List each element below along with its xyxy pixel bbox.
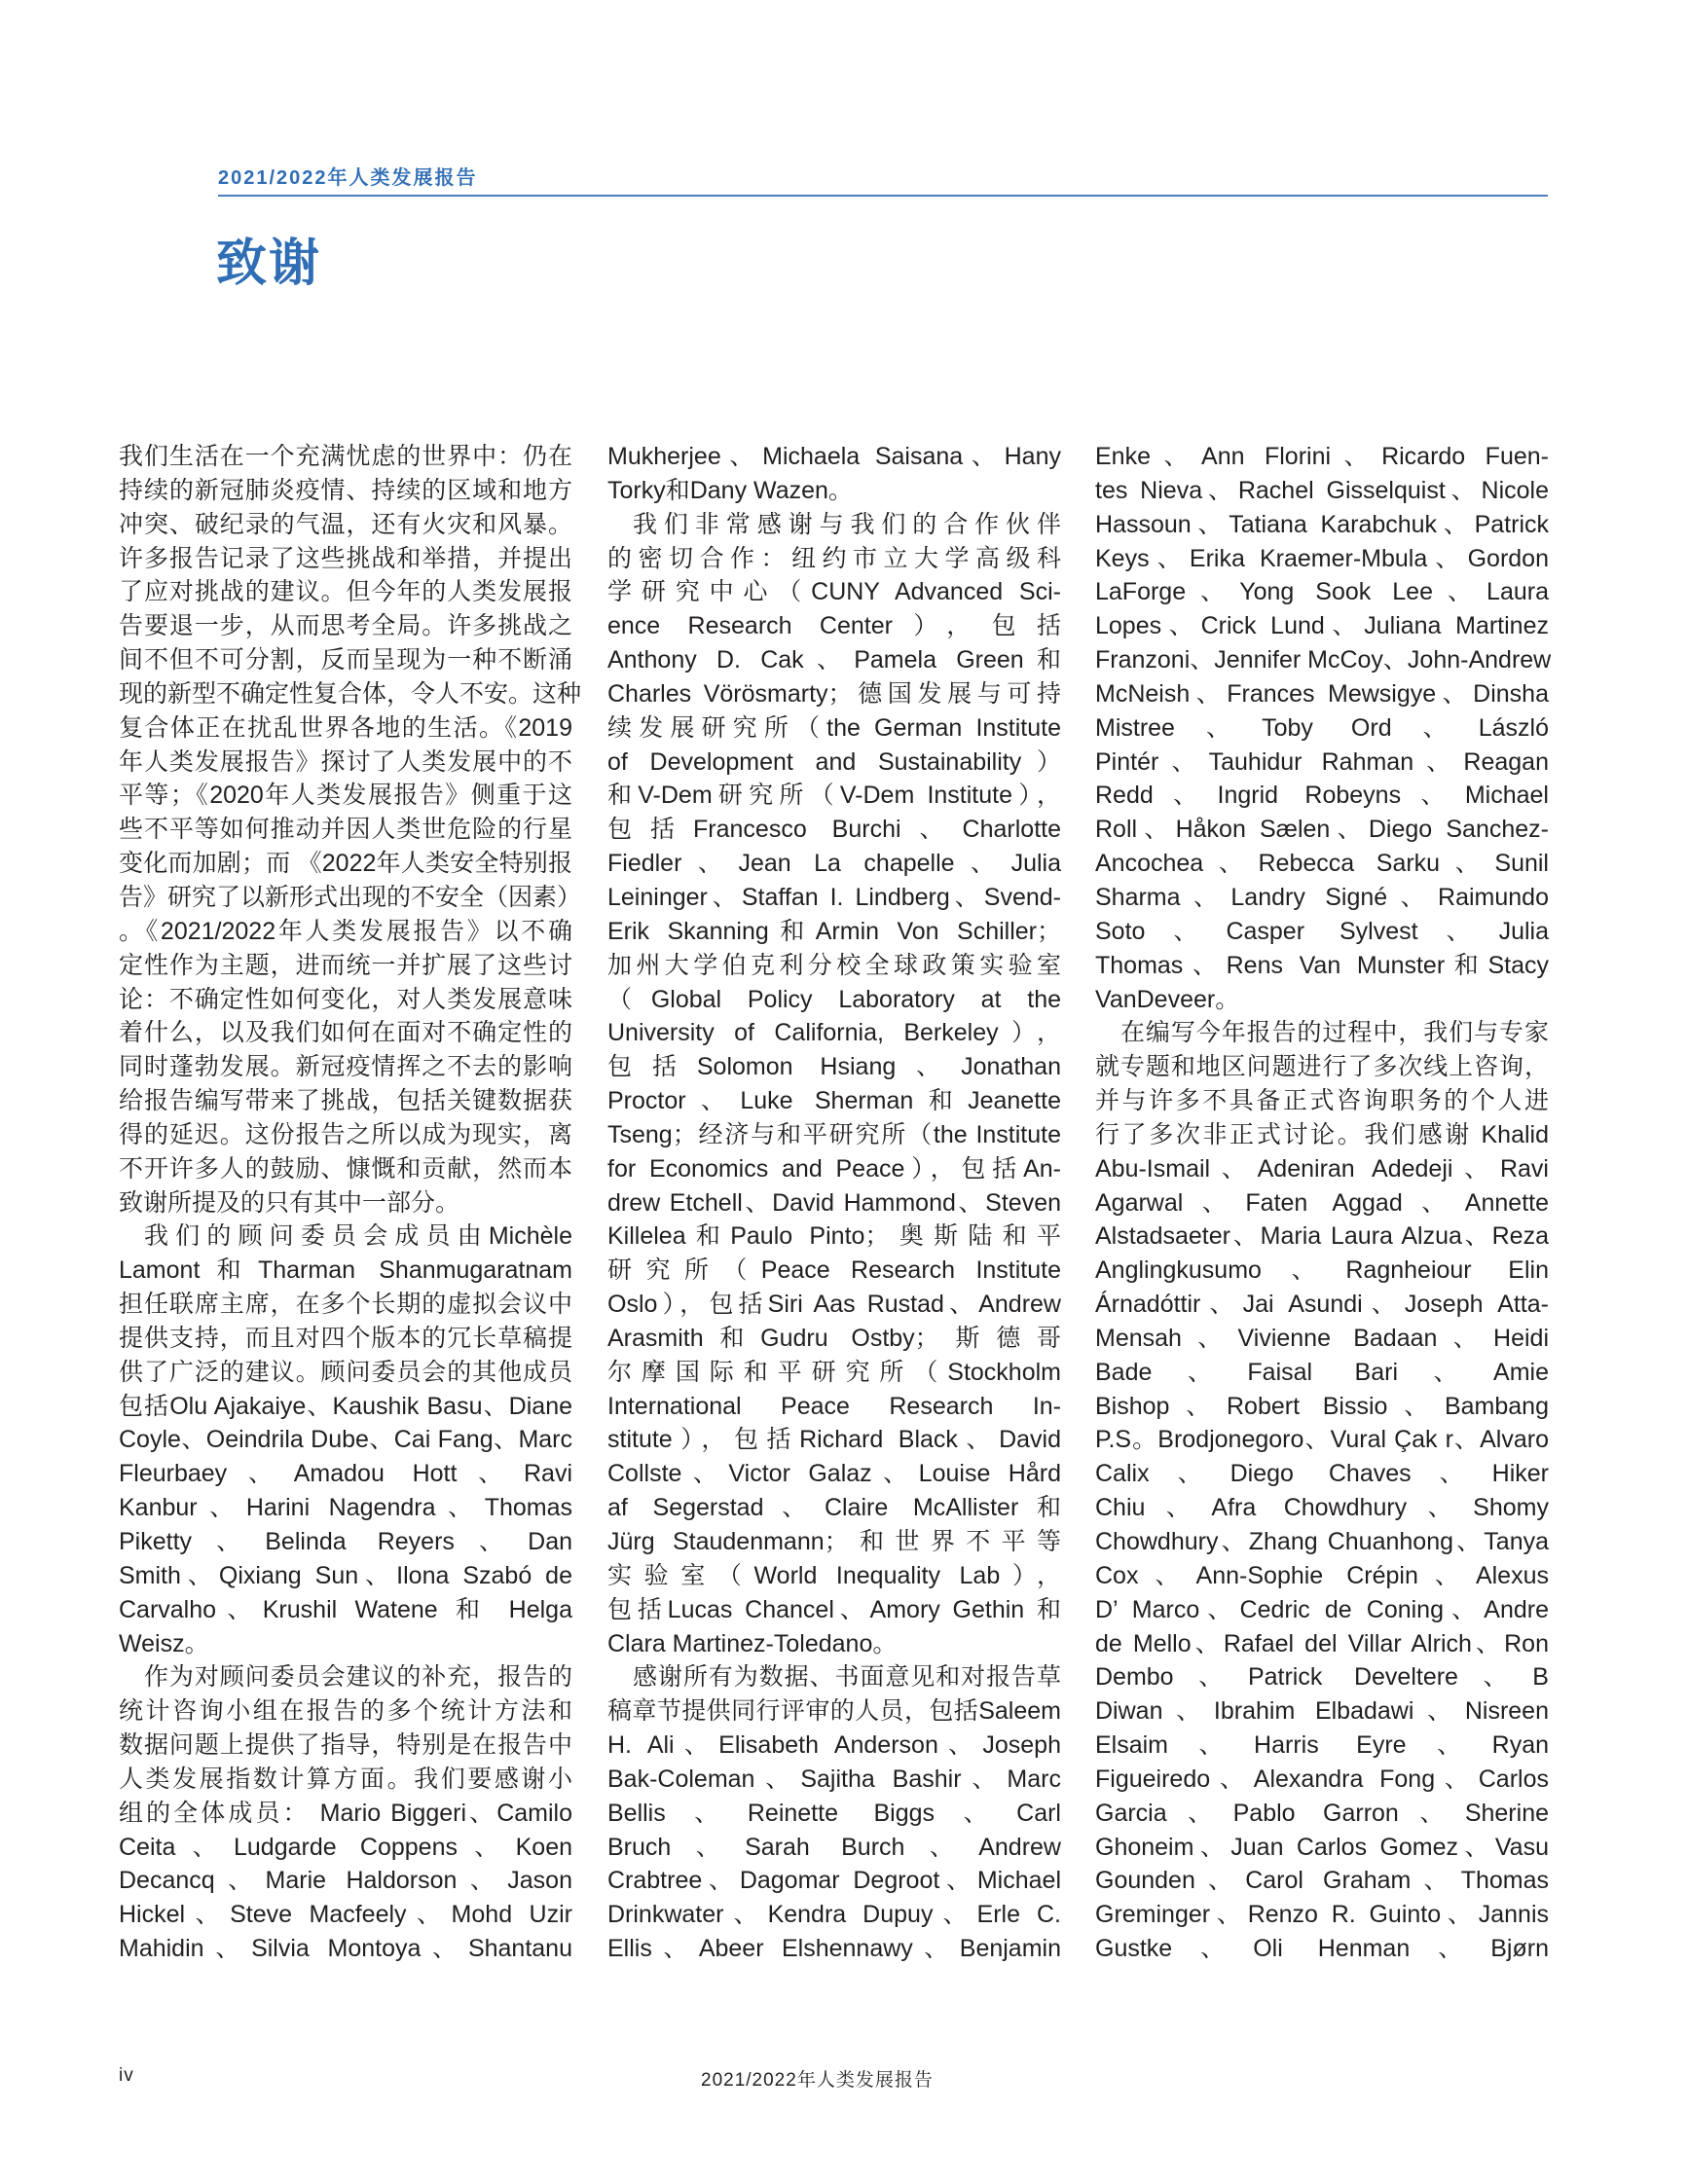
text-line: 人类发展指数计算方面。我们要感谢小 — [119, 1765, 572, 1793]
text-line: de Mello、Rafael del Villar Alrich、Ron — [1095, 1629, 1549, 1657]
text-line: Franzoni、Jennifer McCoy、John-Andrew — [1095, 646, 1552, 674]
text-line: 告要退一步，从而思考全局。许多挑战之 — [119, 612, 572, 640]
text-line: Decancq、Marie Haldorson、Jason — [119, 1867, 572, 1895]
text-line: Killelea和Paulo Pinto；奥斯陆和平 — [607, 1222, 1061, 1251]
text-line: Cox、Ann-Sophie Crépin、Alexus — [1095, 1561, 1549, 1589]
text-line: International Peace Research In- — [607, 1392, 1061, 1420]
text-line: af Segerstad、Claire McAllister和 — [607, 1494, 1061, 1522]
text-line: Bishop、Robert Bissio、Bambang — [1095, 1392, 1549, 1420]
text-line: Piketty、Belinda Reyers、Dan — [119, 1528, 572, 1555]
text-line: Gounden、Carol Graham、Thomas — [1095, 1867, 1549, 1895]
text-line: 冲突、破纪录的气温，还有火灾和风暴。 — [119, 510, 572, 538]
text-line: Jürg Staudenmann；和世界不平等 — [607, 1528, 1061, 1555]
running-header: 2021/2022年人类发展报告 — [218, 167, 478, 189]
text-line: VanDeveer。 — [1095, 985, 1240, 1013]
text-line: 间不但不可分割，反而呈现为一种不断涌 — [119, 646, 572, 674]
text-column-1 — [119, 440, 582, 1966]
text-line: 稿章节提供同行评审的人员，包括Saleem — [607, 1697, 1061, 1726]
text-line: 持续的新冠肺炎疫情、持续的区域和地方 — [119, 476, 572, 504]
paragraph — [607, 440, 1061, 508]
text-line: 平等；《2020年人类发展报告》侧重于这 — [119, 782, 572, 810]
text-line: Bak-Coleman、Sajitha Bashir、Marc — [607, 1765, 1061, 1793]
text-line: 学研究中心（CUNY Advanced Sci- — [607, 578, 1061, 606]
text-line: Lopes、Crick Lund、Juliana Martinez — [1095, 612, 1549, 640]
text-line: 包括Lucas Chancel、Amory Gethin 和 — [607, 1595, 1061, 1623]
text-line: Dembo、Patrick Develtere、B — [1095, 1663, 1549, 1692]
text-line: 提供支持，而且对四个版本的冗长草稿提 — [119, 1324, 572, 1352]
text-line: 给报告编写带来了挑战，包括关键数据获 — [119, 1087, 572, 1115]
text-line: ence Research Center），包括 — [607, 612, 1061, 640]
text-line: Árnadóttir、Jai Asundi、Joseph Atta- — [1095, 1291, 1549, 1319]
text-line: 行了多次非正式讨论。我们感谢 Khalid — [1095, 1120, 1549, 1148]
text-line: Pintér、Tauhidur Rahman、Reagan — [1095, 747, 1549, 776]
text-line: Weisz。 — [119, 1629, 209, 1657]
text-line: Proctor、Luke Sherman和Jeanette — [607, 1087, 1061, 1115]
text-line: Gustke、Oli Henman、Bjørn — [1095, 1935, 1549, 1963]
paragraph — [607, 1660, 1061, 1966]
paragraph — [1095, 1016, 1549, 1966]
text-line: LaForge、Yong Sook Lee、Laura — [1095, 578, 1549, 606]
text-line: Coyle、Oeindrila Dube、Cai Fang、Marc — [119, 1426, 572, 1454]
text-line: 许多报告记录了这些挑战和举措，并提出 — [119, 544, 572, 572]
text-line: Arasmith和Gudru Ostby；斯德哥 — [607, 1324, 1061, 1352]
text-line: Enke、Ann Florini、Ricardo Fuen- — [1095, 443, 1549, 470]
text-line: 在编写今年报告的过程中，我们与专家 — [1120, 1019, 1549, 1047]
text-line: 统计咨询小组在报告的多个统计方法和 — [119, 1697, 572, 1726]
text-line: Chowdhury、Zhang Chuanhong、Tanya — [1095, 1528, 1549, 1555]
text-line: Drinkwater、Kendra Dupuy、Erle C. — [607, 1901, 1061, 1929]
text-line: stitute），包括Richard Black、David — [607, 1426, 1061, 1454]
text-line: 得的延迟。这份报告之所以成为现实，离 — [119, 1120, 572, 1148]
text-line: 感谢所有为数据、书面意见和对报告草 — [633, 1663, 1061, 1692]
text-line: 着什么，以及我们如何在面对不确定性的 — [119, 1019, 572, 1047]
text-line: University of California, Berkeley）， — [607, 1019, 1061, 1047]
text-line: Kanbur、Harini Nagendra、Thomas — [119, 1494, 572, 1522]
paragraph — [607, 508, 1061, 1661]
text-line: of Development and Sustainability） — [607, 747, 1061, 776]
text-line: 研究所（Peace Research Institute — [607, 1256, 1061, 1285]
text-line: 告》研究了以新形式出现的不安全（因素） — [119, 883, 582, 911]
text-line: 我们生活在一个充满忧虑的世界中：仍在 — [119, 443, 572, 470]
text-line: 尔摩国际和平研究所（Stockholm — [607, 1358, 1061, 1386]
text-line: Agarwal、Faten Aggad、Annette — [1095, 1188, 1549, 1217]
text-line: tes Nieva、Rachel Gisselquist、Nicole — [1095, 476, 1549, 504]
text-line: Erik Skanning和Armin Von Schiller； — [607, 917, 1061, 945]
paragraph — [119, 1219, 572, 1660]
text-line: Torky和Dany Wazen。 — [607, 476, 853, 504]
text-line: 年人类发展报告》探讨了人类发展中的不 — [119, 747, 572, 776]
text-line: 就专题和地区问题进行了多次线上咨询， — [1095, 1053, 1549, 1081]
text-line: Bellis、Reinette Biggs、Carl — [607, 1799, 1061, 1827]
text-line: 实验室（World Inequality Lab）， — [607, 1561, 1061, 1589]
text-line: 同时蓬勃发展。新冠疫情挥之不去的影响 — [119, 1053, 572, 1081]
page-title: 致谢 — [216, 236, 322, 292]
text-line: 的密切合作：纽约市立大学高级科 — [607, 544, 1061, 572]
text-line: Hickel、Steve Macfeely、Mohd Uzir — [119, 1901, 572, 1929]
text-line: Clara Martinez-Toledano。 — [607, 1629, 898, 1657]
text-line: Ellis、Abeer Elshennawy、Benjamin — [607, 1935, 1061, 1963]
text-line: Crabtree、Dagomar Degroot、Michael — [607, 1867, 1061, 1895]
text-line: （Global Policy Laboratory at the — [607, 985, 1061, 1013]
text-line: McNeish、Frances Mewsigye、Dinsha — [1095, 679, 1549, 708]
text-line: Carvalho、Krushil Watene 和 Helga — [119, 1595, 572, 1623]
footer-title: 2021/2022年人类发展报告 — [701, 2070, 934, 2091]
text-line: Leininger、Staffan I. Lindberg、Svend- — [607, 883, 1061, 911]
text-line: Ghoneim、Juan Carlos Gomez、Vasu — [1095, 1833, 1549, 1861]
page-number: iv — [119, 2065, 134, 2086]
text-line: drew Etchell、David Hammond、Steven — [607, 1188, 1061, 1217]
text-line: Fiedler、Jean La chapelle、Julia — [607, 850, 1061, 878]
text-line: Lamont和Tharman Shanmugaratnam — [119, 1256, 572, 1285]
text-line: Calix、Diego Chaves、Hiker — [1095, 1460, 1549, 1488]
text-line: 加州大学伯克利分校全球政策实验室 — [607, 951, 1061, 979]
text-line: Greminger、Renzo R. Guinto、Jannis — [1095, 1901, 1549, 1929]
text-column-3 — [1095, 440, 1552, 1966]
header-divider — [218, 195, 1548, 197]
text-line: Abu-Ismail、Adeniran Adedeji、Ravi — [1095, 1154, 1549, 1183]
text-line: H. Ali、Elisabeth Anderson、Joseph — [607, 1731, 1061, 1760]
text-line: 论：不确定性如何变化，对人类发展意味 — [119, 985, 572, 1013]
text-line: Ancochea、Rebecca Sarku、Sunil — [1095, 850, 1549, 878]
paragraph — [119, 1660, 572, 1966]
text-line: 现的新型不确定性复合体，令人不安。这种 — [119, 679, 582, 708]
text-line: Roll、Håkon Sælen、Diego Sanchez- — [1095, 816, 1549, 844]
text-line: 作为对顾问委员会建议的补充，报告的 — [144, 1663, 572, 1692]
text-line: Diwan、Ibrahim Elbadawi、Nisreen — [1095, 1697, 1549, 1726]
text-line: 复合体正在扰乱世界各地的生活。《2019 — [119, 713, 572, 742]
text-column-2 — [607, 440, 1061, 1966]
text-line: 致谢所提及的只有其中一部分。 — [119, 1188, 460, 1217]
text-line: Sharma、Landry Signé、Raimundo — [1095, 883, 1549, 911]
text-line: Soto、Casper Sylvest、Julia — [1095, 917, 1549, 945]
text-line: Mahidin、Silvia Montoya、Shantanu — [119, 1935, 572, 1963]
text-line: Elsaim、Harris Eyre、Ryan — [1095, 1731, 1549, 1760]
text-line: Anglingkusumo、Ragnheiour Elin — [1095, 1256, 1549, 1285]
text-line: 续发展研究所（the German Institute — [607, 713, 1061, 742]
text-line: Bade、Faisal Bari、Amie — [1095, 1358, 1549, 1386]
text-line: 组的全体成员： Mario Biggeri、Camilo — [119, 1799, 572, 1827]
text-line: P.S。Brodjonegoro、Vural Çak r、Alvaro — [1095, 1426, 1549, 1454]
paragraph — [119, 440, 582, 1219]
text-line: Ceita、Ludgarde Coppens、Koen — [119, 1833, 572, 1861]
text-line: for Economics and Peace），包括An- — [607, 1154, 1061, 1183]
text-line: 供了广泛的建议。顾问委员会的其他成员 — [119, 1358, 572, 1386]
text-line: 数据问题上提供了指导，特别是在报告中 — [119, 1731, 572, 1760]
text-line: 包括Solomon Hsiang、Jonathan — [607, 1053, 1061, 1081]
text-line: Fleurbaey、Amadou Hott、Ravi — [119, 1460, 572, 1488]
text-line: 我们非常感谢与我们的合作伙伴 — [633, 510, 1061, 538]
text-line: 了应对挑战的建议。但今年的人类发展报 — [119, 578, 572, 606]
text-line: 定性作为主题，进而统一并扩展了这些讨 — [119, 951, 572, 979]
text-line: 并与许多不具备正式咨询职务的个人进 — [1095, 1087, 1549, 1115]
text-line: Mukherjee、Michaela Saisana、Hany — [607, 443, 1061, 470]
text-line: 变化而加剧；而 《2022年人类安全特别报 — [119, 850, 572, 878]
text-line: Garcia、Pablo Garron、Sherine — [1095, 1799, 1549, 1827]
text-line: Collste、Victor Galaz、Louise Hård — [607, 1460, 1061, 1488]
text-line: Smith、Qixiang Sun、Ilona Szabó de — [119, 1561, 572, 1589]
text-line: 不开许多人的鼓励、慷慨和贡献，然而本 — [119, 1154, 572, 1183]
text-line: Mistree、Toby Ord、László — [1095, 713, 1549, 742]
text-line: Chiu、Afra Chowdhury、Shomy — [1095, 1494, 1549, 1522]
text-line: Hassoun、Tatiana Karabchuk、Patrick — [1095, 510, 1549, 538]
text-line: Anthony D. Cak、Pamela Green和 — [607, 646, 1061, 674]
text-line: Oslo），包括Siri Aas Rustad、Andrew — [607, 1291, 1061, 1319]
text-line: Thomas、Rens Van Munster和Stacy — [1095, 951, 1549, 979]
text-line: Charles Vörösmarty；德国发展与可持 — [607, 679, 1061, 708]
text-line: Keys、Erika Kraemer-Mbula、Gordon — [1095, 544, 1549, 572]
text-line: 包括Olu Ajakaiye、Kaushik Basu、Diane — [119, 1392, 572, 1420]
text-line: Alstadsaeter、Maria Laura Alzua、Reza — [1095, 1222, 1549, 1251]
text-line: 包括Francesco Burchi、Charlotte — [607, 816, 1061, 844]
text-line: Tseng；经济与和平研究所（the Institute — [607, 1120, 1061, 1148]
text-line: Mensah、Vivienne Badaan、Heidi — [1095, 1324, 1549, 1352]
text-line: 担任联席主席，在多个长期的虚拟会议中 — [119, 1291, 572, 1319]
paragraph — [1095, 440, 1552, 1016]
text-line: Bruch、Sarah Burch、Andrew — [607, 1833, 1061, 1861]
text-line: Figueiredo、Alexandra Fong、Carlos — [1095, 1765, 1549, 1793]
text-line: Redd、Ingrid Robeyns、Michael — [1095, 782, 1549, 810]
text-line: 和V-Dem研究所（V-Dem Institute）， — [607, 782, 1061, 810]
text-line: 些不平等如何推动并因人类世危险的行星 — [119, 816, 572, 844]
text-line: D’ Marco、Cedric de Coning、Andre — [1095, 1595, 1549, 1623]
text-line: 我们的顾问委员会成员由Michèle — [144, 1222, 572, 1251]
text-line: 。《2021/2022年人类发展报告》以不确 — [119, 917, 572, 945]
